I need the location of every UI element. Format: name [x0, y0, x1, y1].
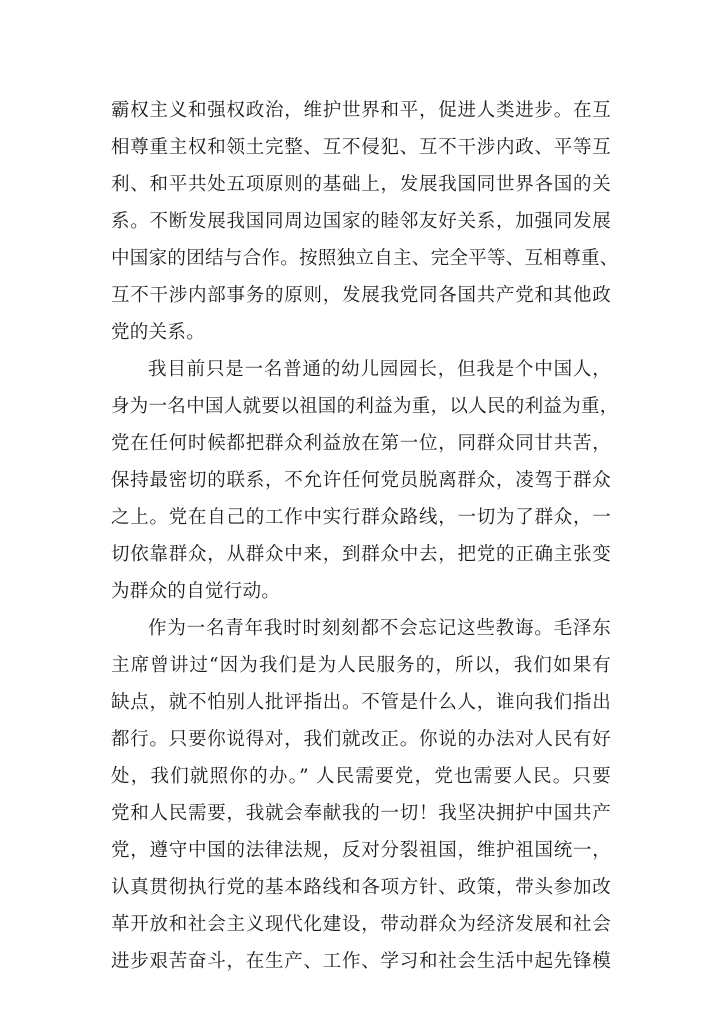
text-line: 切依靠群众，从群众中来，到群众中去，把党的正确主张变	[111, 544, 611, 565]
text-line: 霸权主义和强权政治，维护世界和平，促进人类进步。在互	[111, 100, 611, 121]
text-line: 认真贯彻执行党的基本路线和各项方针、政策，带头参加改	[111, 877, 611, 898]
text-line: 处，我们就照你的办。” 人民需要党，党也需要人民。只要	[111, 766, 611, 787]
text-line: 我目前只是一名普通的幼儿园园长，但我是个中国人，	[148, 359, 611, 380]
text-line: 进步艰苦奋斗，在生产、工作、学习和社会生活中起先锋模	[111, 951, 611, 972]
text-line: 都行。只要你说得对，我们就改正。你说的办法对人民有好	[111, 729, 611, 750]
text-line: 党和人民需要，我就会奉献我的一切！我坚决拥护中国共产	[111, 803, 611, 824]
text-line: 身为一名中国人就要以祖国的利益为重，以人民的利益为重，	[111, 396, 619, 417]
text-line: 中国家的团结与合作。按照独立自主、完全平等、互相尊重、	[111, 248, 619, 269]
document-body-text	[111, 92, 619, 980]
text-line: 主席曾讲过“因为我们是为人民服务的，所以，我们如果有	[111, 655, 611, 676]
text-line: 革开放和社会主义现代化建设，带动群众为经济发展和社会	[111, 914, 611, 935]
text-line: 缺点，就不怕别人批评指出。不管是什么人，谁向我们指出	[111, 692, 611, 713]
text-line: 保持最密切的联系，不允许任何党员脱离群众，凌驾于群众	[111, 470, 611, 491]
text-line: 之上。党在自己的工作中实行群众路线，一切为了群众，一	[111, 507, 611, 528]
text-line: 党，遵守中国的法律法规，反对分裂祖国，维护祖国统一，	[111, 840, 611, 861]
text-line: 相尊重主权和领土完整、互不侵犯、互不干涉内政、平等互	[111, 137, 611, 158]
text-line: 党的关系。	[111, 322, 206, 343]
text-line: 为群众的自觉行动。	[111, 581, 281, 602]
text-line: 系。不断发展我国同周边国家的睦邻友好关系，加强同发展	[111, 211, 611, 232]
text-line: 互不干涉内部事务的原则，发展我党同各国共产党和其他政	[111, 285, 611, 306]
text-line: 利、和平共处五项原则的基础上，发展我国同世界各国的关	[111, 174, 611, 195]
text-line: 作为一名青年我时时刻刻都不会忘记这些教诲。毛泽东	[148, 618, 611, 639]
text-line: 党在任何时候都把群众利益放在第一位，同群众同甘共苦，	[111, 433, 611, 454]
